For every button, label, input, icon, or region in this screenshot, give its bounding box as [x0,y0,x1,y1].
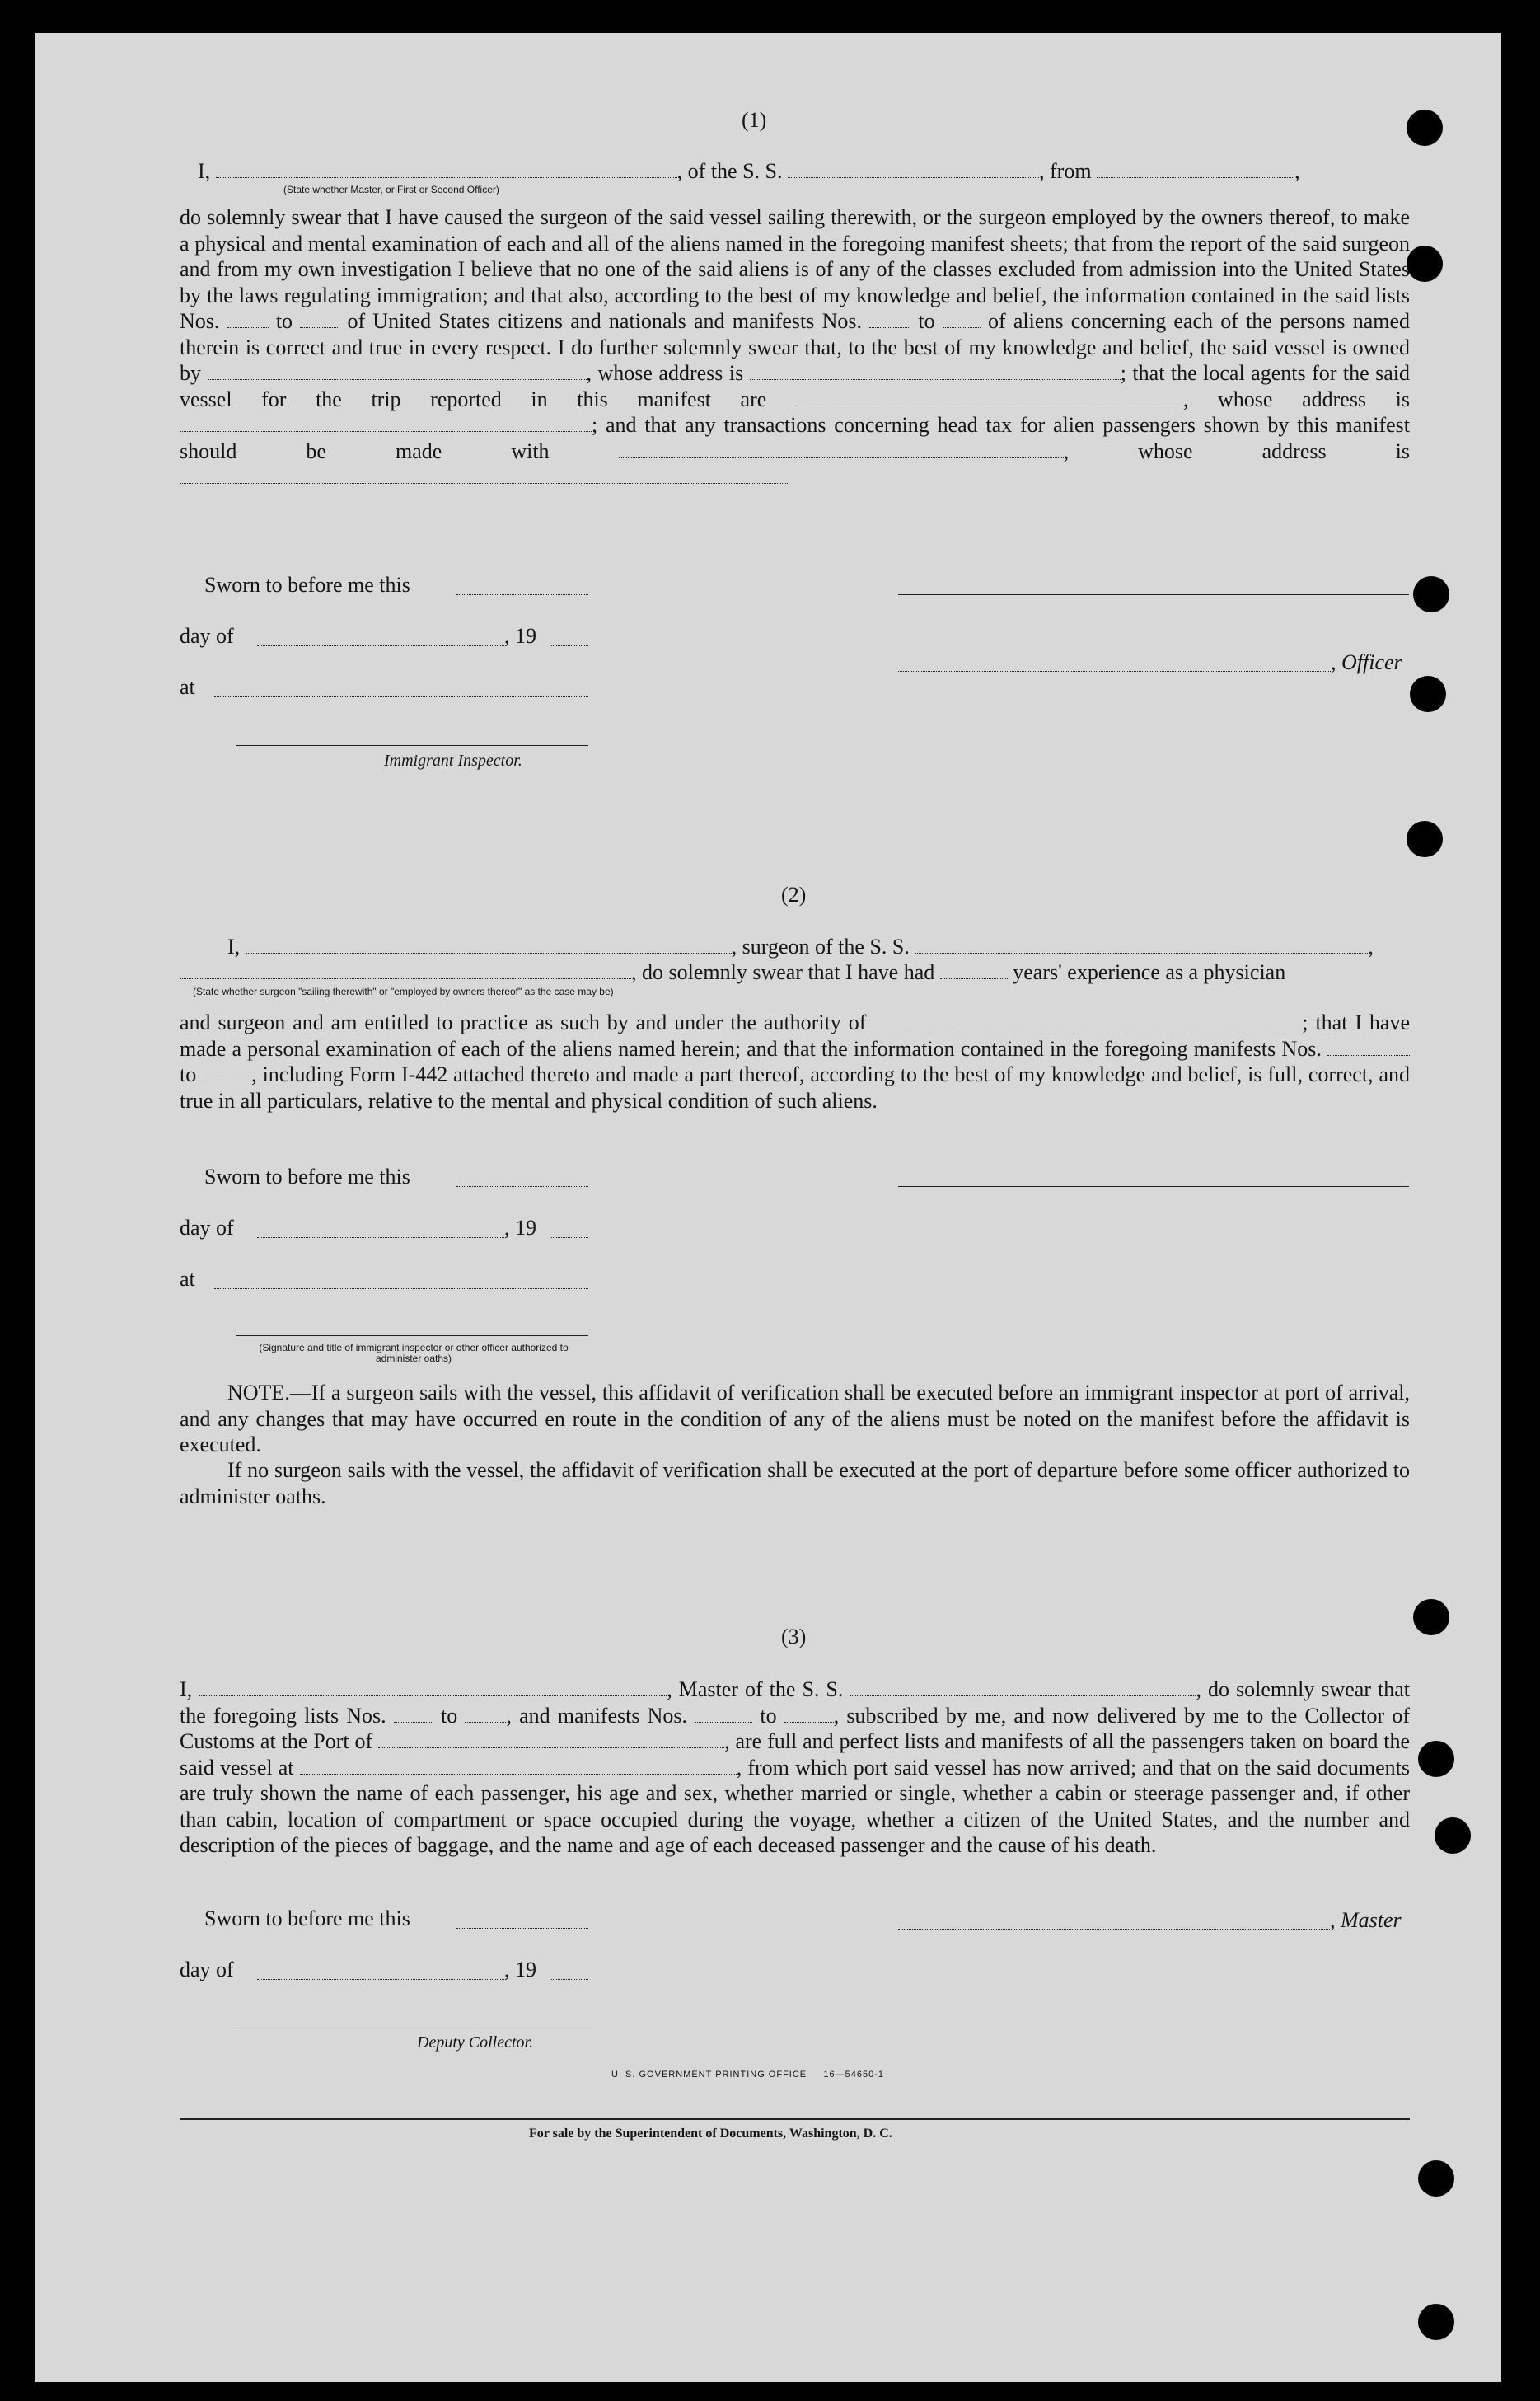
at-place-field[interactable] [214,1288,588,1289]
master-signature-field[interactable] [898,1929,1330,1930]
head-tax-field[interactable] [619,443,1064,458]
surgeon-swear-line: , do solemnly swear that I have had years' experience as a physician [180,959,1285,985]
officer-caption: (State whether Master, or First or Second Officer) [283,184,499,195]
month-field[interactable] [257,1979,504,1980]
section-2-number: (2) [781,883,807,907]
day-of-label: day of [180,1216,234,1240]
surgeon-signature-line[interactable] [898,1186,1409,1187]
from-port-field[interactable] [1097,162,1294,178]
inspector-signature-line[interactable] [236,745,588,746]
surgeon-ship-field[interactable] [915,938,1368,954]
officer-label: , Officer [1331,650,1402,674]
year-label: , 19 [504,1958,536,1981]
lists-to-field[interactable] [300,312,339,328]
years-experience-field[interactable] [940,964,1008,979]
footer-rule [180,2118,1410,2120]
sworn-label: Sworn to before me this [204,1165,410,1189]
section-2-paragraph: and surgeon and am entitled to practice as such by and under the authority of ; that I have made a personal examination of each of the aliens named herein; and that the information contained in the foregoing manifests Nos. to , including Form I-442 attached thereto and made a part thereof, according to the best of my knowledge and belief, is full, correct, and true in all particulars, relative to the mental and physical condition of such aliens. [180,1011,1411,1113]
binder-hole [1413,1599,1449,1635]
gpo-line: U. S. GOVERNMENT PRINTING OFFICE 16—54650-1 [611,2070,885,2080]
ship-name-field[interactable] [788,162,1039,178]
surgeon-caption: (State whether surgeon "sailing therewith" or "employed by owners thereof" as the case may be) [193,986,614,997]
owner-address-field[interactable] [750,364,1121,380]
day-of-label: day of [180,624,234,648]
manifests-from-field[interactable] [869,312,910,328]
master-manifests-from-field[interactable] [695,1707,752,1723]
officer-line: I, , of the S. S. , from , [198,159,1300,183]
form-page [35,33,1501,2382]
sworn-date-field[interactable] [456,594,588,595]
year-label: , 19 [504,624,536,648]
surgeon-manifests-to-field[interactable] [202,1066,251,1081]
binder-hole [1407,246,1443,282]
sworn-label: Sworn to before me this [204,573,410,597]
lists-from-field[interactable] [227,312,269,328]
binder-hole [1418,1741,1454,1777]
officer-name-field[interactable] [216,162,677,178]
officer-title-field[interactable] [898,671,1331,672]
binder-hole [1407,110,1443,146]
day-of-label: day of [180,1958,234,1981]
at-label: at [180,675,195,699]
note-paragraph: NOTE.—If a surgeon sails with the vessel, this affidavit of verification shall be executed before an immigrant inspector at port of arrival, and any changes that may have occurred en route in the condition of any of the aliens must be noted on the manifest before the affidavit is executed. [180,1381,1410,1456]
binder-hole [1410,676,1446,712]
surgeon-line: I, , surgeon of the S. S. , [227,935,1374,959]
inspector-signature-line[interactable] [236,1335,588,1336]
authority-field[interactable] [873,1014,1302,1029]
section-1-paragraph: do solemnly swear that I have caused the surgeon of the said vessel sailing therewith, or the surgeon employed by the owners thereof, to make a physical and mental examination of each and all of the aliens named in the foregoing manifest sheets; that from the report of the said surgeon and from my own investigation I believe that no one of the said aliens is of any of the classes excluded from admission into the United States by the laws regulating immigration; and that also, according to the best of my knowledge and belief, the information contained in the said lists Nos. to of United States citizens and nationals and manifests Nos. to of aliens concerning each of the persons named therein is correct and true in every respect. I do further solemnly swear that, to the best of my knowledge and belief, the said vessel is owned by , whose address is ; that the local agents for the said vessel for the trip reported in this manifest are , whose address is ; and that any transactions concerning head tax for alien passengers shown by this manifest should be made with , whose address is [180,204,1410,490]
master-label: , Master [1330,1908,1402,1932]
at-label: at [180,1267,195,1291]
month-field[interactable] [257,645,504,646]
master-name-field[interactable] [199,1681,667,1696]
note-paragraph-2: If no surgeon sails with the vessel, the affidavit of verification shall be executed at the port of departure before some officer authorized to administer oaths. [180,1458,1410,1508]
sworn-date-field[interactable] [456,1928,588,1929]
master-manifests-to-field[interactable] [784,1707,834,1723]
section-3-paragraph: I, , Master of the S. S. , do solemnly swear that the foregoing lists Nos. to , and manifests Nos. to , subscribed by me, and now delivered by me to the Collector of Customs at the Port of , are full and perfect lists and manifests of all the passengers taken on board the said vessel at , from which port said vessel has now arrived; and that on the said documents are truly shown the name of each passenger, his age and sex, whether married or single, whether a cabin or steerage passenger and, if other than cabin, location of compartment or space occupied during the voyage, whether a citizen of the United States, and the number and description of the pieces of baggage, and the name and age of each deceased passenger and the cause of his death. [180,1677,1411,1857]
section-3-number: (3) [781,1625,807,1648]
head-tax-address-field[interactable] [180,468,789,484]
year-field[interactable] [551,645,588,646]
master-lists-from-field[interactable] [394,1707,433,1723]
month-field[interactable] [257,1237,504,1238]
surgeon-status-field[interactable] [180,964,631,979]
at-place-field[interactable] [214,696,588,697]
year-label: , 19 [504,1216,536,1240]
binder-hole [1413,576,1449,612]
master-ship-field[interactable] [850,1681,1196,1696]
collector-label: Deputy Collector. [417,2033,534,2052]
binder-hole [1418,2304,1454,2340]
manifests-to-field[interactable] [943,312,981,328]
owner-field[interactable] [208,364,587,380]
surgeon-manifests-from-field[interactable] [1327,1040,1410,1056]
section-1-number: (1) [742,108,767,132]
footer-text: For sale by the Superintendent of Documents, Washington, D. C. [529,2127,892,2141]
binder-hole [1418,2160,1454,2197]
agents-address-field[interactable] [180,416,592,432]
binder-hole [1435,1817,1471,1854]
collector-port-field[interactable] [378,1733,724,1748]
year-field[interactable] [551,1979,588,1980]
surgeon-name-field[interactable] [246,938,732,954]
agents-field[interactable] [796,391,1183,406]
inspector-label: Immigrant Inspector. [384,752,522,770]
sworn-label: Sworn to before me this [204,1906,410,1930]
master-lists-to-field[interactable] [465,1707,506,1723]
note-label: NOTE. [227,1381,290,1404]
officer-signature-line[interactable] [898,594,1409,595]
sworn-date-field[interactable] [456,1186,588,1187]
binder-hole [1407,821,1443,857]
signature-caption: (Signature and title of immigrant inspector or other officer authorized to administer oaths) [259,1342,569,1364]
embark-port-field[interactable] [300,1759,737,1775]
year-field[interactable] [551,1237,588,1238]
